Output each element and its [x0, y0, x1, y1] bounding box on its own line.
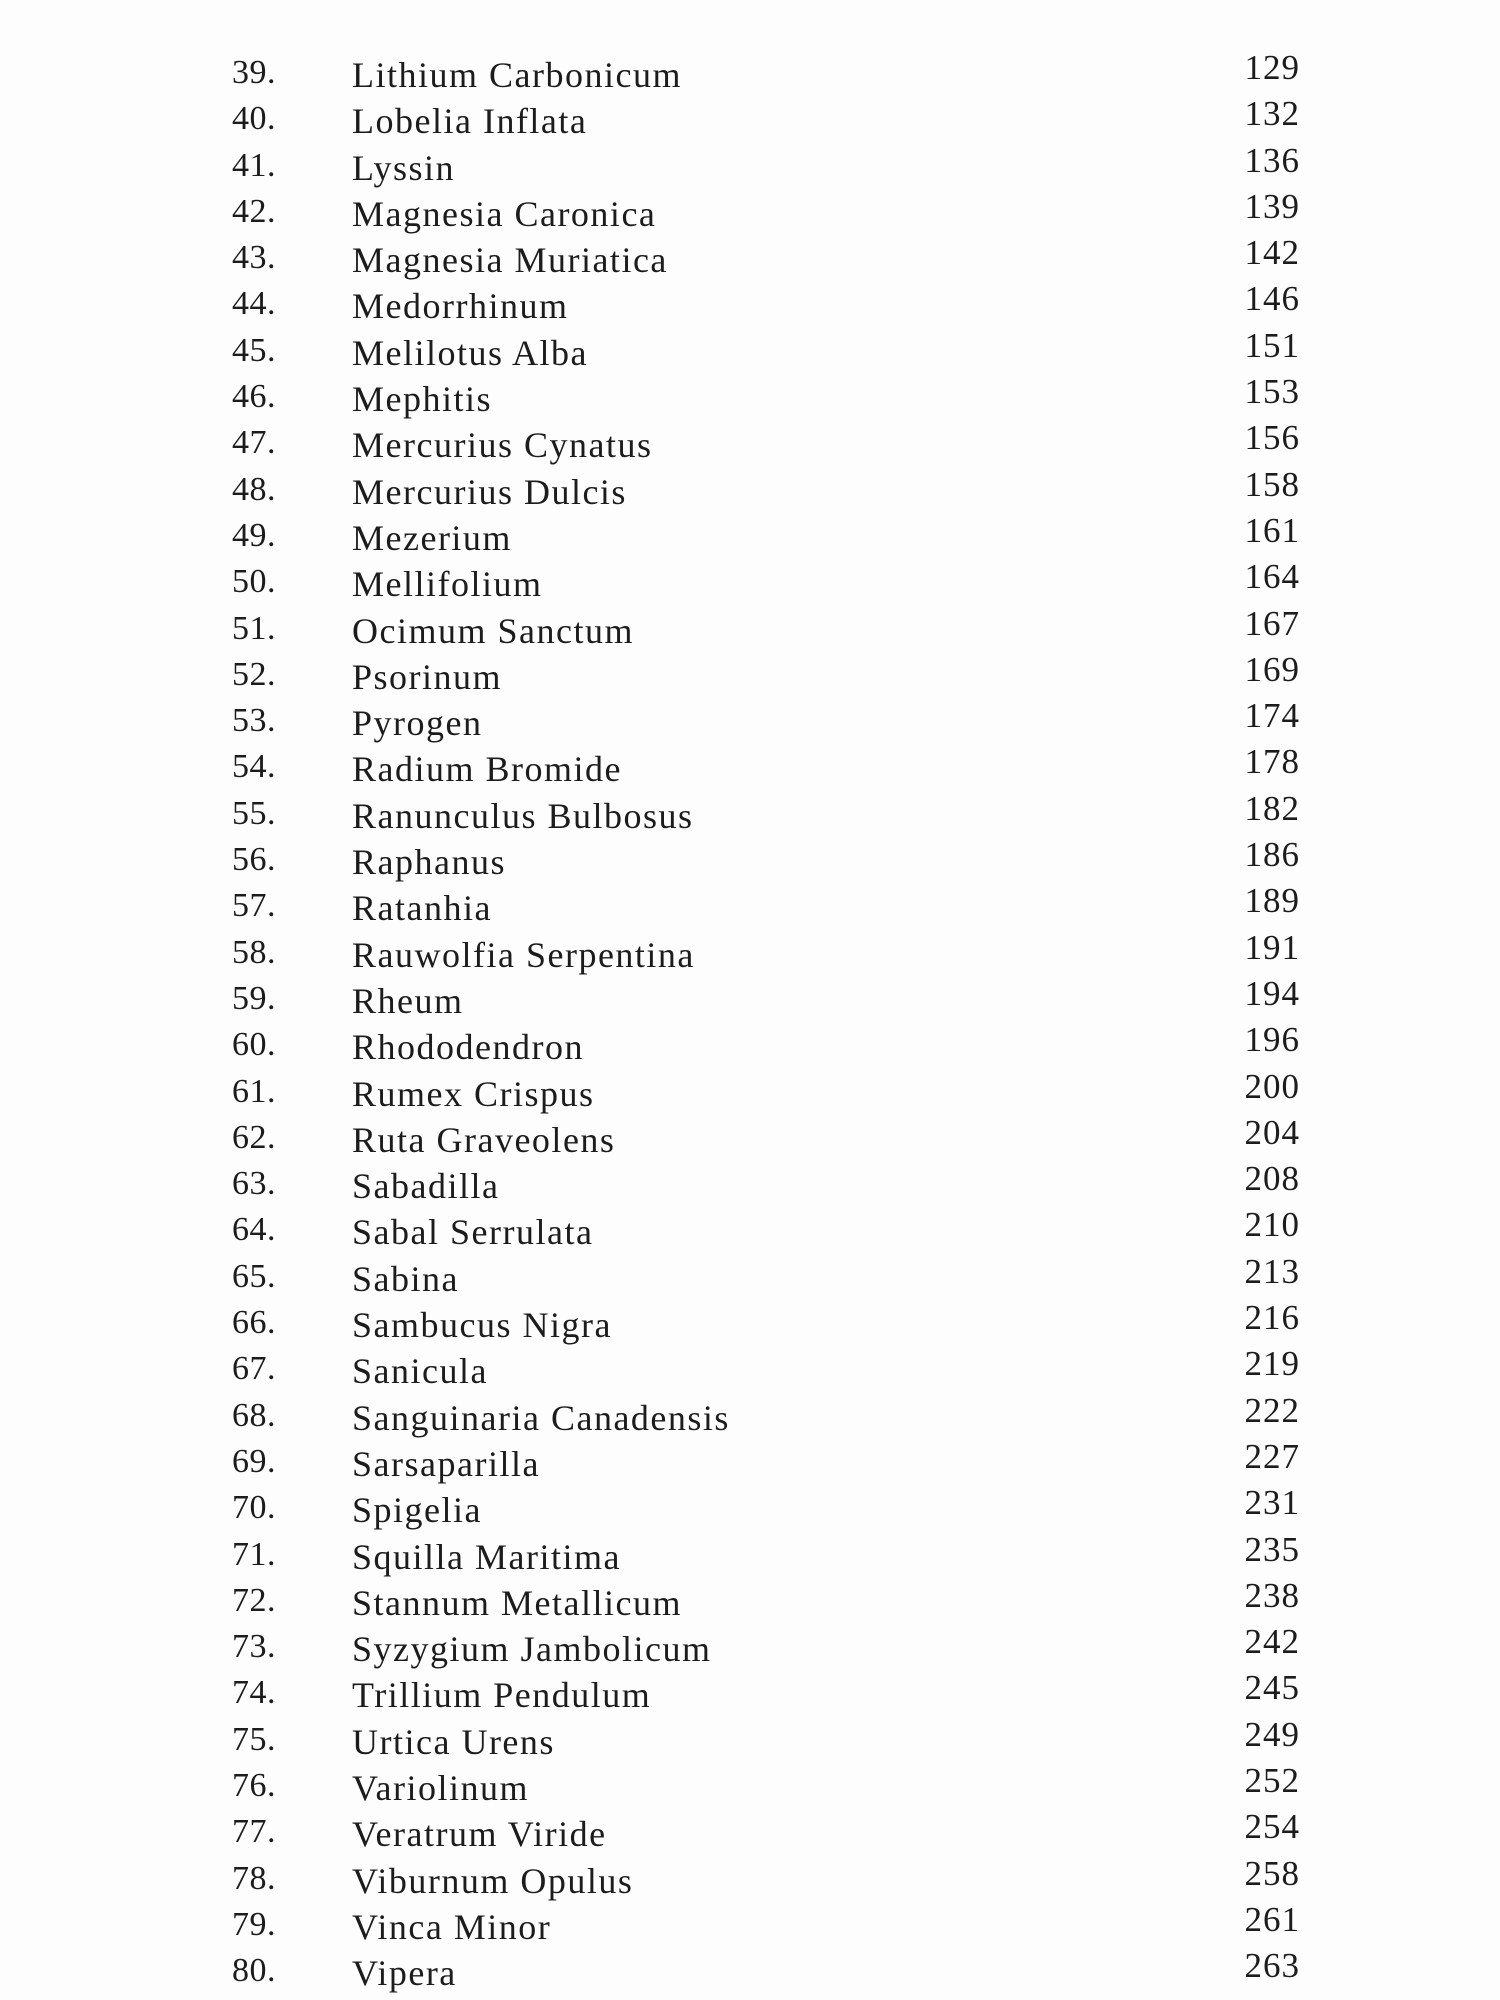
entry-page-number: 191 — [1244, 927, 1300, 967]
entry-title: Stannum Metallicum — [352, 1582, 682, 1623]
entry-number: 70. — [232, 1489, 276, 1527]
entry-number: 54. — [232, 748, 276, 786]
entry-number: 72. — [232, 1581, 276, 1619]
entry-title: Melilotus Alba — [352, 332, 588, 373]
entry-page-number: 208 — [1244, 1159, 1300, 1199]
entry-page-number: 139 — [1244, 186, 1300, 226]
list-item — [0, 1252, 1500, 1298]
list-item — [0, 742, 1500, 788]
entry-number: 61. — [232, 1072, 276, 1110]
entry-page-number: 146 — [1244, 279, 1300, 319]
list-item — [0, 835, 1500, 881]
list-item — [0, 1715, 1500, 1761]
entry-page-number: 158 — [1244, 464, 1300, 504]
entry-page-number: 231 — [1244, 1483, 1300, 1523]
entry-number: 64. — [232, 1211, 276, 1249]
list-item — [0, 1900, 1500, 1946]
entry-page-number: 204 — [1244, 1112, 1300, 1152]
entry-number: 66. — [232, 1304, 276, 1342]
entry-page-number: 200 — [1244, 1066, 1300, 1106]
entry-number: 73. — [232, 1628, 276, 1666]
list-item — [0, 881, 1500, 927]
list-item — [0, 1946, 1500, 1992]
list-item — [0, 418, 1500, 464]
entry-page-number: 132 — [1244, 94, 1300, 134]
entry-title: Veratrum Viride — [352, 1814, 607, 1855]
entry-number: 76. — [232, 1766, 276, 1804]
list-item — [0, 279, 1500, 325]
list-item — [0, 696, 1500, 742]
list-item — [0, 465, 1500, 511]
entry-title: Sanicula — [352, 1351, 488, 1392]
entry-page-number: 189 — [1244, 881, 1300, 921]
list-item — [0, 94, 1500, 140]
entry-title: Ratanhia — [352, 888, 492, 929]
entry-page-number: 167 — [1244, 603, 1300, 643]
list-item — [0, 326, 1500, 372]
entry-page-number: 222 — [1244, 1390, 1300, 1430]
entry-title: Vipera — [352, 1953, 457, 1994]
entry-number: 79. — [232, 1905, 276, 1943]
entry-page-number: 249 — [1244, 1714, 1300, 1754]
list-item — [0, 650, 1500, 696]
entry-page-number: 219 — [1244, 1344, 1300, 1384]
entry-page-number: 164 — [1244, 557, 1300, 597]
list-item — [0, 1668, 1500, 1714]
entry-number: 56. — [232, 841, 276, 879]
entry-title: Rheum — [352, 980, 464, 1021]
list-item — [0, 557, 1500, 603]
entry-title: Pyrogen — [352, 703, 483, 744]
list-item — [0, 233, 1500, 279]
entry-title: Medorrhinum — [352, 286, 569, 327]
list-item — [0, 1067, 1500, 1113]
entry-title: Urtica Urens — [352, 1721, 555, 1762]
entry-page-number: 213 — [1244, 1251, 1300, 1291]
list-item — [0, 1854, 1500, 1900]
entry-title: Lyssin — [352, 147, 456, 188]
entry-number: 59. — [232, 979, 276, 1017]
entry-number: 65. — [232, 1257, 276, 1295]
entry-title: Squilla Maritima — [352, 1536, 621, 1577]
entry-title: Syzygium Jambolicum — [352, 1629, 712, 1670]
entry-title: Sarsaparilla — [352, 1443, 540, 1484]
list-item — [0, 1020, 1500, 1066]
entry-page-number: 210 — [1244, 1205, 1300, 1245]
entry-title: Sambucus Nigra — [352, 1305, 612, 1346]
list-item — [0, 974, 1500, 1020]
entry-title: Variolinum — [352, 1767, 529, 1808]
entry-number: 51. — [232, 609, 276, 647]
entry-page-number: 129 — [1244, 48, 1300, 87]
entry-page-number: 142 — [1244, 233, 1300, 273]
list-item — [0, 1761, 1500, 1807]
list-item — [0, 141, 1500, 187]
entry-number: 49. — [232, 516, 276, 554]
list-item — [0, 1113, 1500, 1159]
entry-number: 78. — [232, 1859, 276, 1897]
entry-page-number: 235 — [1244, 1529, 1300, 1569]
entry-page-number: 169 — [1244, 649, 1300, 689]
entry-number: 41. — [232, 146, 276, 184]
entry-page-number: 242 — [1244, 1622, 1300, 1662]
entry-title: Sabal Serrulata — [352, 1212, 594, 1253]
list-item — [0, 1622, 1500, 1668]
entry-number: 60. — [232, 1026, 276, 1064]
entry-number: 46. — [232, 378, 276, 416]
list-item — [0, 604, 1500, 650]
entry-number: 58. — [232, 933, 276, 971]
entry-title: Rauwolfia Serpentina — [352, 934, 695, 975]
entry-page-number: 156 — [1244, 418, 1300, 458]
entry-number: 47. — [232, 424, 276, 462]
list-item — [0, 1530, 1500, 1576]
entry-number: 52. — [232, 655, 276, 693]
entry-title: Rhododendron — [352, 1027, 584, 1068]
entry-title: Lobelia Inflata — [352, 101, 588, 142]
entry-title: Radium Bromide — [352, 749, 622, 790]
list-item — [0, 1807, 1500, 1853]
entry-page-number: 263 — [1244, 1946, 1300, 1986]
entry-title: Magnesia Muriatica — [352, 240, 668, 281]
list-item — [0, 1437, 1500, 1483]
entry-title: Trillium Pendulum — [352, 1675, 652, 1716]
entry-page-number: 238 — [1244, 1575, 1300, 1615]
entry-number: 55. — [232, 794, 276, 832]
entry-number: 62. — [232, 1118, 276, 1156]
entry-number: 69. — [232, 1442, 276, 1480]
entry-number: 48. — [232, 470, 276, 508]
entry-title: Raphanus — [352, 842, 506, 883]
entry-page-number: 161 — [1244, 510, 1300, 550]
entry-title: Psorinum — [352, 656, 503, 697]
entry-number: 74. — [232, 1674, 276, 1712]
entry-number: 71. — [232, 1535, 276, 1573]
entry-number: 57. — [232, 887, 276, 925]
entry-number: 50. — [232, 563, 276, 601]
entry-title: Ruta Graveolens — [352, 1119, 616, 1160]
entry-number: 43. — [232, 239, 276, 277]
entry-title: Sabadilla — [352, 1166, 500, 1207]
list-item — [0, 1205, 1500, 1251]
entry-page-number: 227 — [1244, 1436, 1300, 1476]
entry-title: Ocimum Sanctum — [352, 610, 634, 651]
entry-number: 67. — [232, 1350, 276, 1388]
entry-number: 77. — [232, 1813, 276, 1851]
list-item — [0, 1391, 1500, 1437]
entry-title: Rumex Crispus — [352, 1073, 595, 1114]
entry-page-number: 216 — [1244, 1298, 1300, 1338]
entry-title: Magnesia Caronica — [352, 193, 657, 234]
entry-number: 53. — [232, 702, 276, 740]
entry-title: Spigelia — [352, 1490, 482, 1531]
entry-title: Mephitis — [352, 379, 493, 420]
list-item — [0, 48, 1500, 94]
entry-number: 39. — [232, 54, 276, 91]
list-item — [0, 511, 1500, 557]
entry-title: Mezerium — [352, 517, 512, 558]
entry-number: 80. — [232, 1952, 276, 1990]
entry-number: 42. — [232, 192, 276, 230]
list-item — [0, 789, 1500, 835]
entry-page-number: 258 — [1244, 1853, 1300, 1893]
list-item — [0, 928, 1500, 974]
list-item — [0, 1298, 1500, 1344]
entry-page-number: 186 — [1244, 835, 1300, 875]
entry-page-number: 178 — [1244, 742, 1300, 782]
entry-title: Mercurius Cynatus — [352, 425, 653, 466]
list-item — [0, 1159, 1500, 1205]
entry-title: Mellifolium — [352, 564, 543, 605]
entry-title: Mercurius Dulcis — [352, 471, 627, 512]
entry-page-number: 254 — [1244, 1807, 1300, 1847]
entry-number: 63. — [232, 1165, 276, 1203]
list-item — [0, 1483, 1500, 1529]
entry-number: 75. — [232, 1720, 276, 1758]
entry-page-number: 194 — [1244, 973, 1300, 1013]
entry-page-number: 174 — [1244, 696, 1300, 736]
entry-page-number: 196 — [1244, 1020, 1300, 1060]
entry-page-number: 151 — [1244, 325, 1300, 365]
entry-title: Vinca Minor — [352, 1906, 552, 1947]
entry-page-number: 182 — [1244, 788, 1300, 828]
list-item — [0, 1576, 1500, 1622]
entry-title: Ranunculus Bulbosus — [352, 795, 694, 836]
entry-page-number: 252 — [1244, 1760, 1300, 1800]
entry-title: Sabina — [352, 1258, 459, 1299]
entry-page-number: 261 — [1244, 1899, 1300, 1939]
entry-number: 68. — [232, 1396, 276, 1434]
entry-title: Lithium Carbonicum — [352, 55, 682, 95]
entry-page-number: 245 — [1244, 1668, 1300, 1708]
table-of-contents — [0, 48, 1500, 1992]
entry-title: Viburnum Opulus — [352, 1860, 634, 1901]
entry-page-number: 153 — [1244, 372, 1300, 412]
entry-number: 40. — [232, 100, 276, 138]
list-item — [0, 187, 1500, 233]
entry-number: 44. — [232, 285, 276, 323]
entry-page-number: 136 — [1244, 140, 1300, 180]
list-item — [0, 372, 1500, 418]
entry-number: 45. — [232, 331, 276, 369]
list-item — [0, 1344, 1500, 1390]
entry-title: Sanguinaria Canadensis — [352, 1397, 730, 1438]
